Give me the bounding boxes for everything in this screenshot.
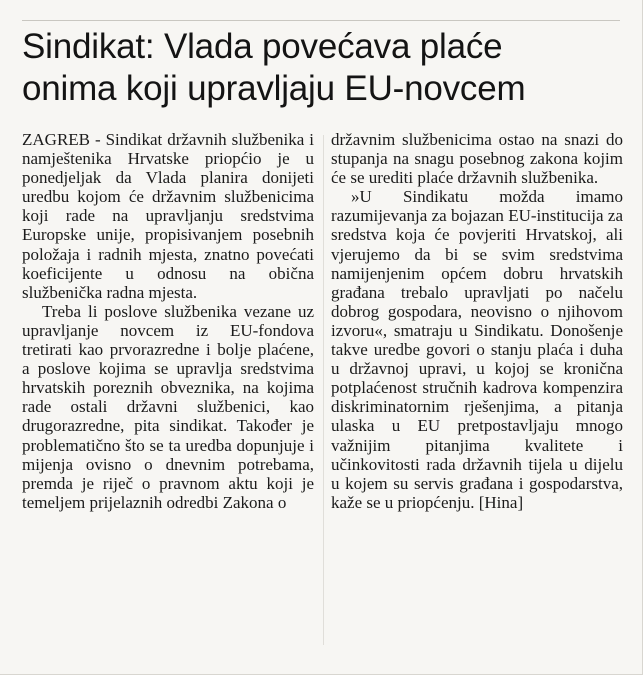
paragraph: Treba li poslove službenika vezane uz upravljanje novcem iz EU-fondova tretirati kao prvorazredne i bolje plaćene, a poslove kojima se upravlja sredstvima hrvatskih poreznih obveznika, na kojima rade ostali državni službenici, kao drugorazredne, pita sindikat. Također je problematično što se ta uredba dopunjuje i mijenja ovisno o dnevnim potrebama, premda je riječ o pravnom aktu koji je temeljem prijelaznih odredbi Zakona o xyxy=(22,301,314,512)
top-rule xyxy=(22,20,620,21)
left-column xyxy=(22,130,314,512)
paragraph-continued: državnim službenicima ostao na snazi do stupanja na snagu posebnog zakona kojim će se urediti plaće državnih službenika. xyxy=(331,130,623,188)
headline-line-2: onima koji upravljaju EU-novcem xyxy=(22,69,526,108)
headline-line-1: Sindikat: Vlada povećava plaće xyxy=(22,27,503,66)
column-gutter xyxy=(323,135,324,645)
paragraph-quote: »U Sindikatu možda imamo razumijevanja za bojazan EU-institucija za sredstva koja će povjeriti Hrvatskoj, ali vjerujemo da bi se svim sredstvima namijenjenim općem dobru hrvatskih građana trebalo upravljati po načelu dobrog gospodara, neovisno o njihovom izvoru«, smatraju u Sindikatu. Donošenje takve uredbe govori o stanju plaća i duha u državnoj upravi, u kojoj se kronična potplaćenost stručnih kadrova kompenzira diskriminatornim rješenjima, a pitanja ulaska u EU pretpostavljaju mnogo važnijim pitanjima kvalitete i učinkovitosti rada državnih tijela u dijelu u kojem su servis građana i gospodarstva, kaže se u priopćenju. [Hina] xyxy=(331,187,623,512)
right-column xyxy=(331,130,623,512)
headline xyxy=(22,26,622,110)
paragraph-lead: ZAGREB - Sindikat državnih službenika i namještenika Hrvatske priopćio je u ponedjeljak da Vlada planira donijeti uredbu kojom će državnim službenicima koji rade na upravljanju sredstvima Europske unije, propisivanjem posebnih položaja i radnih mjesta, znatno povećati koeficijente u odnosu na obična službenička radna mjesta. xyxy=(22,130,314,302)
